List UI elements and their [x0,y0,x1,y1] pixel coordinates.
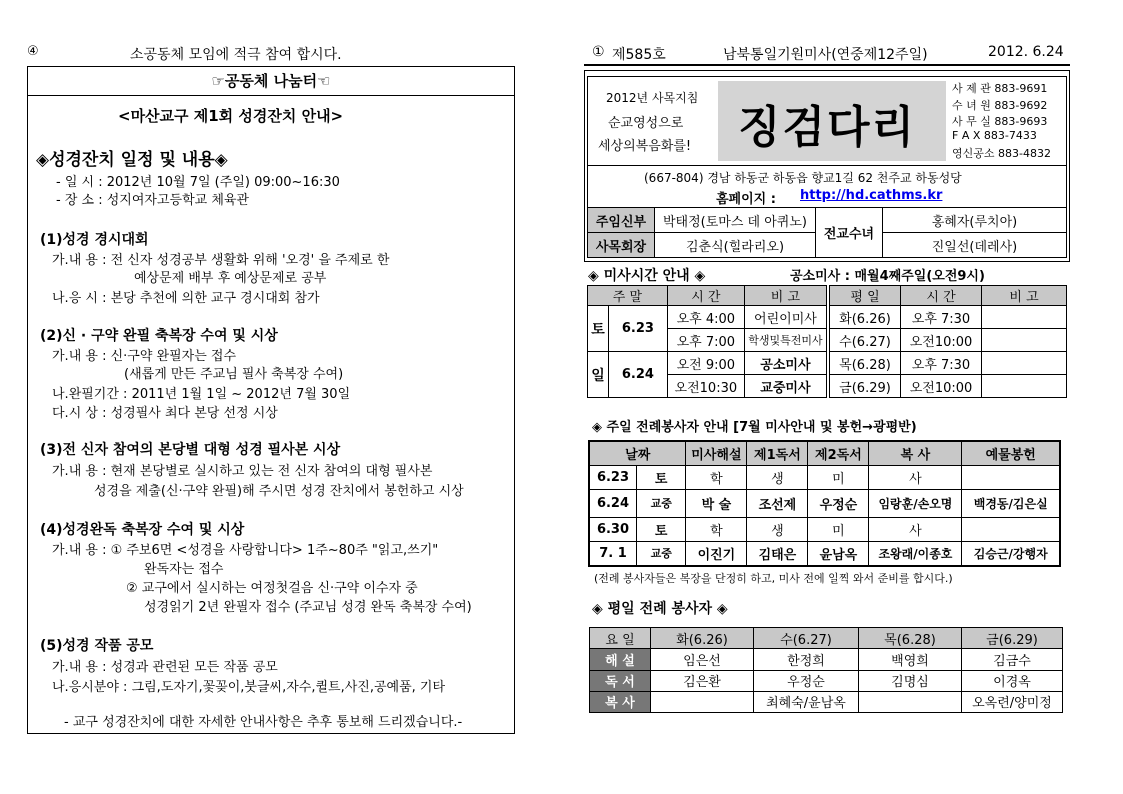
r1-date: 6.23 [589,465,637,489]
sun-date: 6.24 [609,352,668,398]
logo-box [718,81,946,161]
closing-note: - 교구 성경잔치에 대한 자세한 안내사항은 추후 통보해 드리겠습니다.- [64,715,463,730]
ws-head-thu: 목(6.28) [859,628,962,649]
servers-note: (전례 봉사자들은 복장을 단정히 하고, 미사 전에 일찍 와서 준비를 합시다.) [594,572,953,585]
ws-altar-tue [651,691,754,712]
s5-b: 나.응시분야 : 그림,도자기,꽃꽂이,붓글씨,자수,퀼트,사진,공예품, 기타 [52,680,446,695]
sun-note-1: 공소미사 [744,352,826,375]
weekday-note-3 [982,352,1067,375]
weekday-day-1: 화(6.26) [830,306,901,329]
motto-line3: 세상의복음화를! [598,139,692,154]
staff-table [587,207,1067,258]
weekday-time-header: 시 간 [901,286,982,306]
contact-5: 영신공소 883-4832 [952,147,1051,160]
r4-type: 교중 [637,541,686,566]
homepage-label: 홈페이지 : [716,192,776,207]
s2-a: 가.내 용 : 신·구약 완필자는 접수 [52,349,237,364]
sat-day: 토 [588,306,609,352]
mass-title: 남북통일기원미사(연중제12주일) [723,47,928,63]
s5-a: 가.내 용 : 성경과 관련된 모든 작품 공모 [52,660,278,675]
place-line: - 장 소 : 성지여자고등학교 체육관 [56,193,249,208]
nun-2: 진일선(데레사) [883,233,1067,258]
weekday-servers-table [589,627,1063,713]
weekday-note-1 [982,306,1067,329]
r4-c4: 조왕래/이종호 [869,541,962,566]
ws-commentary-fri: 김금수 [962,649,1063,670]
sat-note-2: 학생및특전미사 [744,329,826,352]
motto-line2: 순교영성으로 [608,116,684,131]
weekday-day-3: 목(6.28) [830,352,901,375]
r4-c2: 김태은 [747,541,808,566]
left-panel [27,66,515,734]
r4-date: 7. 1 [589,541,637,566]
homepage-link[interactable]: http://hd.cathms.kr [800,188,943,203]
section-title: ☞공동체 나눔터☜ [28,67,514,96]
s4-a2: 완독자는 접수 [144,562,224,577]
weekend-header: 주 말 [588,286,668,306]
s2-heading: (2)신 · 구약 완필 축복장 수여 및 시상 [40,328,278,344]
sun-time-1: 오전 9:00 [667,352,744,375]
r1-c5 [962,465,1060,489]
s2-c: 다.시 상 : 성경필사 최다 본당 선정 시상 [52,406,278,421]
col-commentary: 미사해설 [686,441,747,465]
sat-time-2: 오후 7:00 [667,329,744,352]
s2-a2: (새롭게 만든 주교님 필사 축복장 수여) [124,367,344,382]
weekday-time-4: 오전10:00 [901,375,982,398]
mission-nun-label: 전교수녀 [816,208,883,258]
priest-name: 박태정(토마스 데 아퀴노) [655,208,816,233]
address: (667-804) 경남 하동군 하동읍 향교1길 62 천주교 하동성당 [644,171,962,185]
s2-b: 나.완필기간 : 2011년 1월 1일 ~ 2012년 7월 30일 [52,387,351,402]
weekend-time-header: 시 간 [667,286,744,306]
weekday-day-2: 수(6.27) [830,329,901,352]
weekday-note-header: 비 고 [982,286,1067,306]
ws-head-label: 요 일 [590,628,651,649]
ws-reading-thu: 김명심 [859,670,962,691]
council-label: 사목회장 [588,233,655,258]
weekday-time-2: 오전10:00 [901,329,982,352]
col-reading2: 제2독서 [808,441,869,465]
s1-a: 가.내 용 : 전 신자 성경공부 생활화 위해 '오경' 을 주제로 한 [52,253,390,268]
r1-c4: 사 [869,465,962,489]
col-reading1: 제1독서 [747,441,808,465]
ws-altar-label: 복 사 [590,691,651,712]
ws-head-tue: 화(6.26) [651,628,754,649]
weekday-note-2 [982,329,1067,352]
contact-1: 사 제 관 883-9691 [952,82,1048,95]
left-slogan: 소공동체 모임에 적극 참여 합시다. [130,47,342,63]
sun-note-2: 교중미사 [744,375,826,398]
left-page-number: ④ [27,44,39,59]
s4-heading: (4)성경완독 축복장 수여 및 시상 [40,522,245,538]
r1-c2: 생 [747,465,808,489]
ws-altar-thu [859,691,962,712]
issue-date: 2012. 6.24 [988,44,1064,60]
r3-c2: 생 [747,517,808,541]
weekend-note-header: 비 고 [744,286,826,306]
s3-a2: 성경을 제출(신·구약 완필)해 주시면 성경 잔치에서 봉헌하고 시상 [94,484,464,499]
r2-c5: 백경동/김은실 [962,489,1060,517]
contact-3: 사 무 실 883-9693 [952,115,1048,128]
r3-c4: 사 [869,517,962,541]
motto-line1: 2012년 사목지침 [606,91,699,105]
r2-date: 6.24 [589,489,637,517]
s3-a: 가.내 용 : 현재 본당별로 실시하고 있는 전 신자 참여의 대형 필사본 [52,464,433,479]
issue-number: 제585호 [612,47,666,63]
weekday-note-4 [982,375,1067,398]
mass-times-title: ◈ 미사시간 안내 ◈ [588,268,706,284]
ws-altar-wed: 최혜숙/윤남옥 [754,691,859,712]
r2-c4: 임랑훈/손오명 [869,489,962,517]
weekday-time-1: 오후 7:30 [901,306,982,329]
r1-c1: 학 [686,465,747,489]
s1-heading: (1)성경 경시대회 [40,232,149,248]
r3-c1: 학 [686,517,747,541]
s3-heading: (3)전 신자 참여의 본당별 대형 성경 필사본 시상 [40,442,341,458]
ws-commentary-label: 해 설 [590,649,651,670]
priest-label: 주임신부 [588,208,655,233]
s4-a4: 성경읽기 2년 완필자 접수 (주교님 성경 완독 축복장 수여) [144,600,472,615]
r2-type: 교중 [637,489,686,517]
r1-type: 토 [637,465,686,489]
ws-commentary-tue: 임은선 [651,649,754,670]
right-page-number: ① [592,44,605,60]
weekend-mass-table [587,285,827,398]
r3-date: 6.30 [589,517,637,541]
weekday-header: 평 일 [830,286,901,306]
date-line: - 일 시 : 2012년 10월 7일 (주일) 09:00~16:30 [56,175,340,190]
contact-4: F A X 883-7433 [952,129,1037,142]
schedule-heading: ◈성경잔치 일정 및 내용◈ [36,150,228,170]
sun-day: 일 [588,352,609,398]
nun-1: 홍혜자(루치아) [883,208,1067,233]
mission-mass-note: 공소미사 : 매월4째주일(오전9시) [790,269,985,284]
r2-c1: 박 술 [686,489,747,517]
sat-time-1: 오후 4:00 [667,306,744,329]
servers-title: ◈ 주일 전례봉사자 안내 [7월 미사안내 및 봉헌→광평반) [592,420,917,435]
s4-a: 가.내 용 : ① 주보6면 <성경을 사랑합니다> 1주~80주 "읽고,쓰기" [52,543,439,558]
contact-2: 수 녀 원 883-9692 [952,99,1048,112]
ws-head-fri: 금(6.29) [962,628,1063,649]
weekday-servers-title: ◈ 평일 전례 봉사자 ◈ [592,601,728,617]
weekday-day-4: 금(6.29) [830,375,901,398]
weekday-time-3: 오후 7:30 [901,352,982,375]
ws-commentary-wed: 한정희 [754,649,859,670]
sun-time-2: 오전10:30 [667,375,744,398]
ws-reading-fri: 이경옥 [962,670,1063,691]
col-offering: 예물봉헌 [962,441,1060,465]
masthead-divider [588,165,1066,166]
ws-reading-wed: 우정순 [754,670,859,691]
masthead [587,76,1067,208]
ws-commentary-thu: 백영희 [859,649,962,670]
s5-heading: (5)성경 작품 공모 [40,638,154,654]
sat-note-1: 어린이미사 [744,306,826,329]
s1-a2: 예상문제 배부 후 예상문제로 공부 [134,271,327,286]
weekday-mass-table [829,285,1067,398]
r4-c5: 김승근/강행자 [962,541,1060,566]
ws-reading-tue: 김은환 [651,670,754,691]
s4-a3: ② 교구에서 실시하는 여정첫걸음 신·구약 이수자 중 [126,581,418,596]
r2-c2: 조선제 [747,489,808,517]
ws-altar-fri: 오옥련/양미정 [962,691,1063,712]
servers-table [588,440,1061,567]
r4-c3: 윤남옥 [808,541,869,566]
council-name: 김춘식(힐라리오) [655,233,816,258]
r4-c1: 이진기 [686,541,747,566]
sat-date: 6.23 [609,306,668,352]
newsletter-logo: 징검다리 [738,102,917,153]
s1-b: 나.응 시 : 본당 추천에 의한 교구 경시대회 참가 [52,291,320,306]
notice-title: <마산교구 제1회 성경잔치 안내> [118,107,344,125]
col-altar: 복 사 [869,441,962,465]
ws-head-wed: 수(6.27) [754,628,859,649]
r3-c3: 미 [808,517,869,541]
r3-c5 [962,517,1060,541]
header-rule [584,64,1070,66]
col-date: 날짜 [589,441,686,465]
r3-type: 토 [637,517,686,541]
ws-reading-label: 독 서 [590,670,651,691]
r1-c3: 미 [808,465,869,489]
r2-c3: 우정순 [808,489,869,517]
